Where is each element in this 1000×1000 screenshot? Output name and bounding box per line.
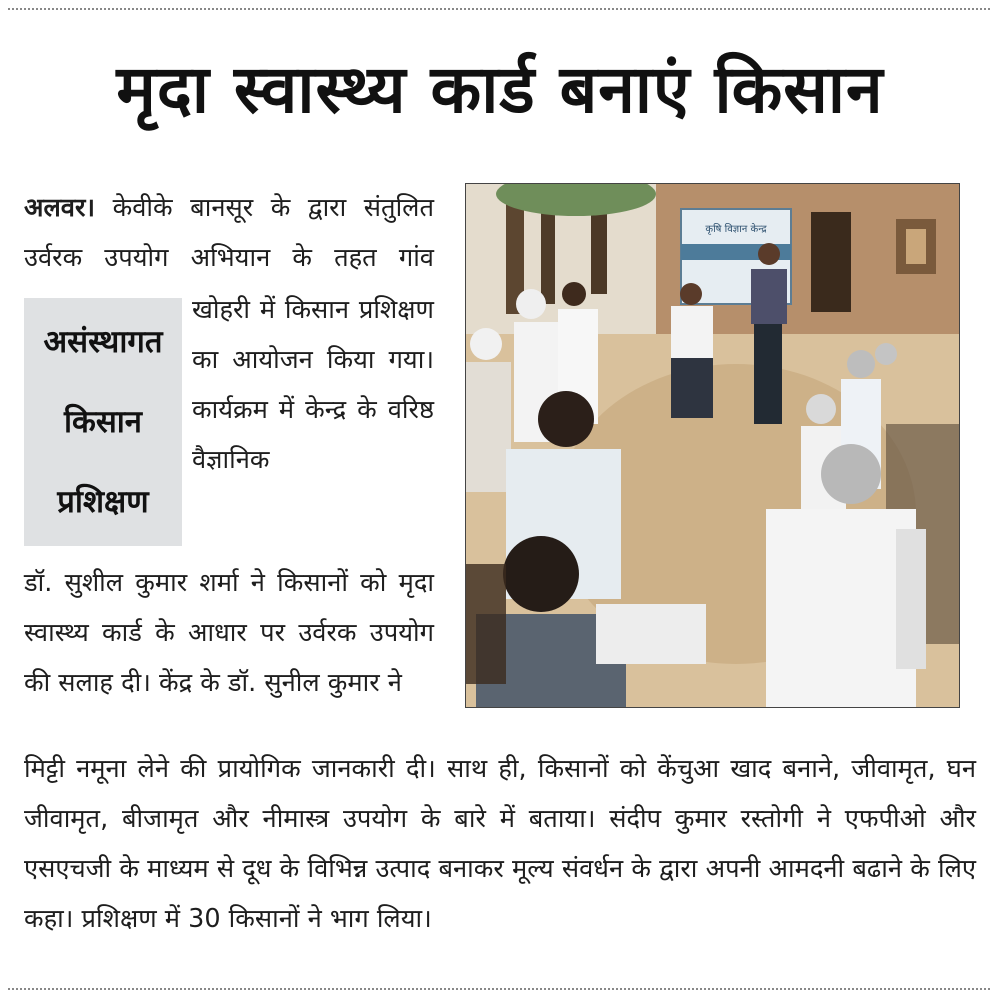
paragraph-final: मिट्टी नमूना लेने की प्रायोगिक जानकारी दी। साथ ही, किसानों को केंचुआ खाद बनाने, जीवामृत, घन जीवामृत, बीजामृत और नीमास्त्र उपयोग के बारे में बताया। संदीप कुमार रस्तोगी ने एफपीओ और एसएचजी के माध्यम से दूध के विभिन्न उत्पाद बनाकर मूल्य संवर्धन के द्वारा अपनी आमदनी बढाने के लिए कहा। प्रशिक्षण में 30 किसानों ने भाग लिया।	[24, 754, 976, 934]
paragraph-intro-text: केवीके बानसूर के द्वारा संतुलित उर्वरक उपयोग अभियान के तहत गांव	[24, 193, 434, 273]
paragraph-wrap-text: खोहरी में किसान प्रशिक्षण का आयोजन किया गया। कार्यक्रम में केन्द्र के वरिष्ठ वैज्ञानिक	[192, 295, 434, 475]
banner-text: कृषि विज्ञान केन्द्र	[705, 224, 767, 235]
kicker-line-2: किसान	[63, 404, 143, 440]
paragraph-continued: डॉ. सुशील कुमार शर्मा ने किसानों को मृदा स्वास्थ्य कार्ड के आधार पर उर्वरक उपयोग की सलाह दी। केंद्र के डॉ. सुनील कुमार ने	[24, 568, 434, 698]
paragraph-intro	[24, 183, 434, 283]
news-photo	[465, 183, 960, 708]
kicker-line-3: प्रशिक्षण	[57, 484, 149, 520]
photo-illustration	[466, 184, 960, 708]
kicker-line-1: असंस्थागत	[43, 324, 163, 360]
kicker-box	[24, 298, 182, 546]
headline: मृदा स्वास्थ्य कार्ड बनाएं किसान	[116, 51, 884, 128]
dateline: अलवर।	[24, 193, 96, 223]
